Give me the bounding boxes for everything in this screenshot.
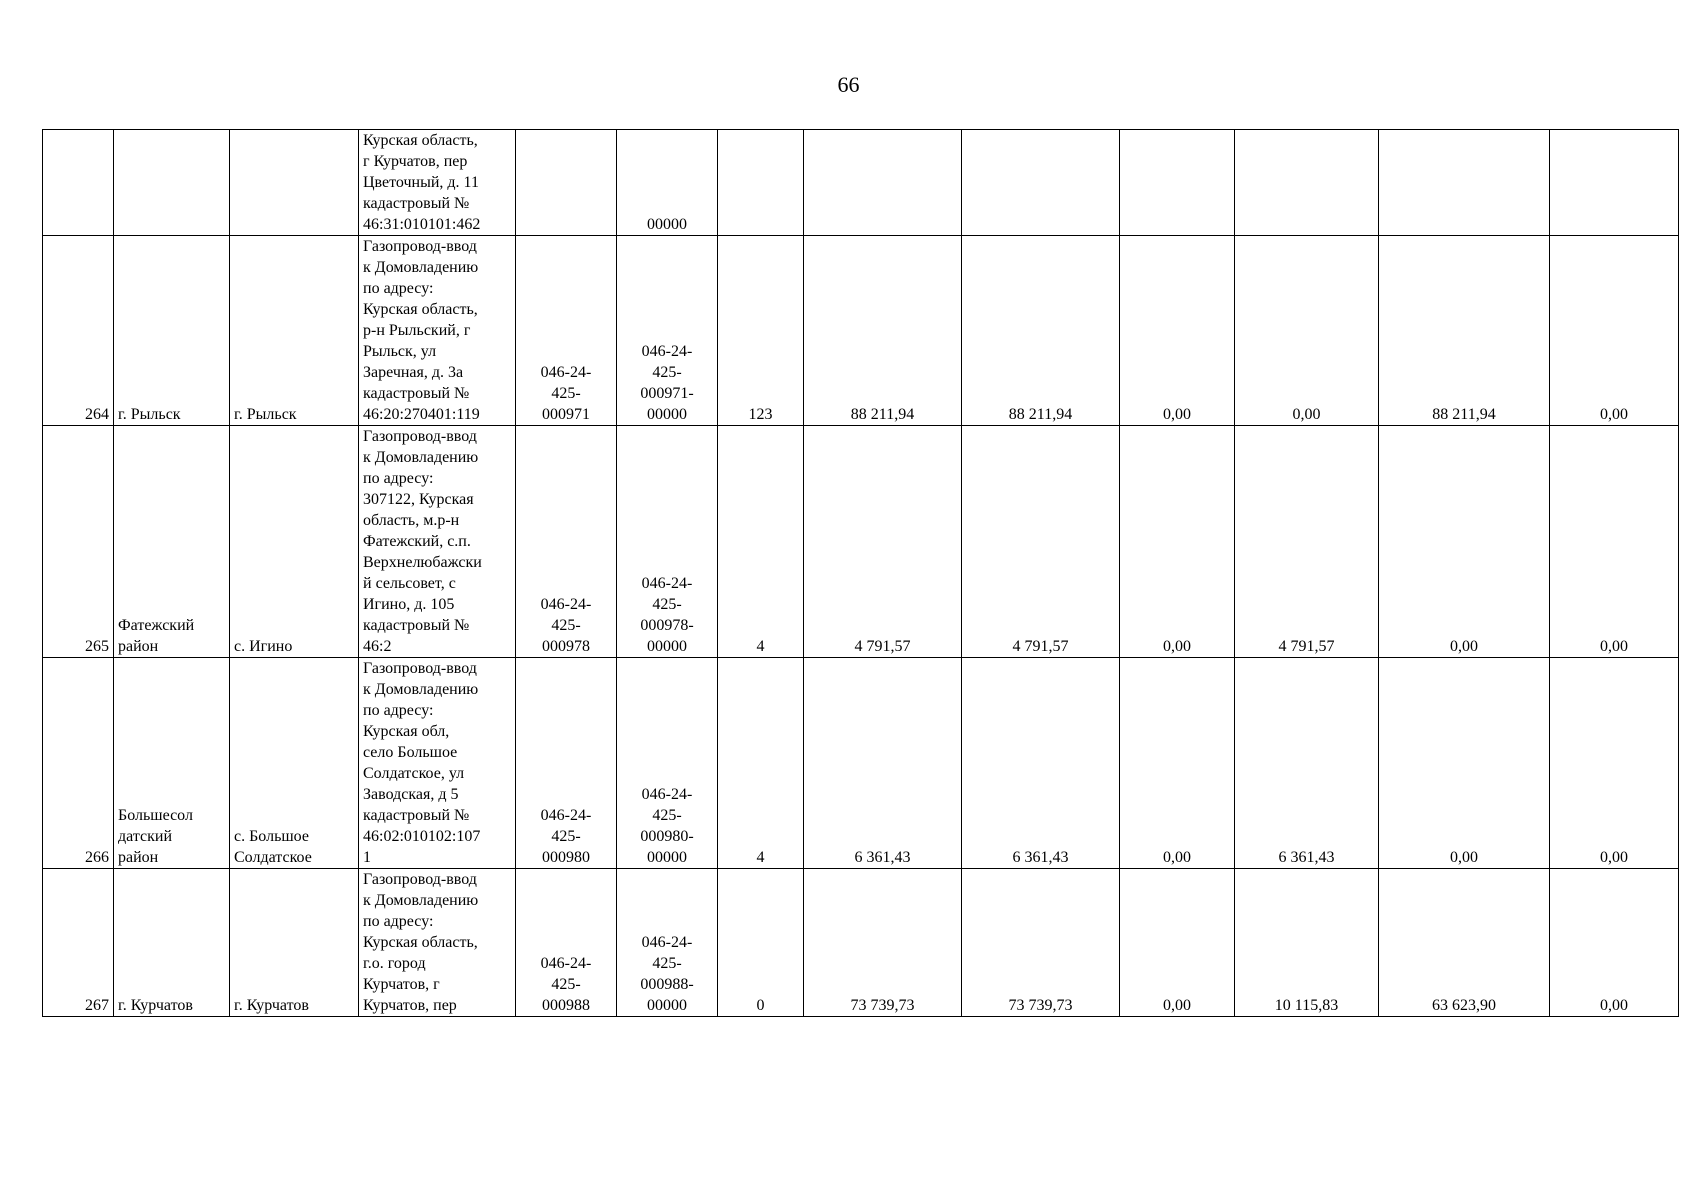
full-code-cell: 046-24- 425- 000978- 00000 [617,426,718,658]
value-cell-3: 0,00 [1120,236,1235,426]
full-code-cell: 046-24- 425- 000980- 00000 [617,658,718,869]
value-cell-5 [1379,130,1550,236]
value-cell-6: 0,00 [1550,869,1679,1017]
table-row [43,130,1679,236]
value-cell-5: 63 623,90 [1379,869,1550,1017]
value-cell-1: 6 361,43 [804,658,962,869]
row-number-cell: 267 [43,869,114,1017]
value-cell-4 [1235,130,1379,236]
full-code-cell: 046-24- 425- 000988- 00000 [617,869,718,1017]
object-description-cell: Газопровод-ввод к Домовладению по адресу: Курская область, р-н Рыльский, г Рыльск, ул Заречная, д. 3а кадастровый № 46:20:270401:119 [359,236,516,426]
row-number-cell [43,130,114,236]
value-cell-6: 0,00 [1550,426,1679,658]
value-cell-2: 88 211,94 [962,236,1120,426]
value-cell-4: 10 115,83 [1235,869,1379,1017]
full-code-cell: 046-24- 425- 000971- 00000 [617,236,718,426]
inventory-code-cell: 046-24- 425- 000971 [516,236,617,426]
value-cell-1: 73 739,73 [804,869,962,1017]
value-cell-4: 4 791,57 [1235,426,1379,658]
value-cell-2: 6 361,43 [962,658,1120,869]
district-cell: Фатежский район [114,426,230,658]
value-cell-5: 88 211,94 [1379,236,1550,426]
quantity-cell: 0 [718,869,804,1017]
value-cell-4: 6 361,43 [1235,658,1379,869]
value-cell-5: 0,00 [1379,426,1550,658]
value-cell-2: 73 739,73 [962,869,1120,1017]
inventory-code-cell [516,130,617,236]
value-cell-3: 0,00 [1120,658,1235,869]
value-cell-1: 88 211,94 [804,236,962,426]
inventory-code-cell: 046-24- 425- 000988 [516,869,617,1017]
full-code-cell: 00000 [617,130,718,236]
table-row [43,236,1679,426]
inventory-code-cell: 046-24- 425- 000980 [516,658,617,869]
value-cell-1 [804,130,962,236]
object-description-cell: Газопровод-ввод к Домовладению по адресу: Курская область, г.о. город Курчатов, г Курчатов, пер [359,869,516,1017]
object-description-cell: Курская область, г Курчатов, пер Цветочный, д. 11 кадастровый № 46:31:010101:462 [359,130,516,236]
value-cell-5: 0,00 [1379,658,1550,869]
page-number: 66 [837,72,860,97]
value-cell-6 [1550,130,1679,236]
table-row [43,869,1679,1017]
quantity-cell: 123 [718,236,804,426]
row-number-cell: 264 [43,236,114,426]
value-cell-3: 0,00 [1120,426,1235,658]
quantity-cell: 4 [718,426,804,658]
district-cell: г. Курчатов [114,869,230,1017]
value-cell-3 [1120,130,1235,236]
district-cell [114,130,230,236]
locality-cell: г. Рыльск [230,236,359,426]
value-cell-6: 0,00 [1550,236,1679,426]
value-cell-2: 4 791,57 [962,426,1120,658]
row-number-cell: 266 [43,658,114,869]
value-cell-4: 0,00 [1235,236,1379,426]
table-row [43,426,1679,658]
value-cell-1: 4 791,57 [804,426,962,658]
value-cell-3: 0,00 [1120,869,1235,1017]
locality-cell [230,130,359,236]
object-description-cell: Газопровод-ввод к Домовладению по адресу: Курская обл, село Большое Солдатское, ул Заводская, д 5 кадастровый № 46:02:010102:107 1 [359,658,516,869]
district-cell: г. Рыльск [114,236,230,426]
object-description-cell: Газопровод-ввод к Домовладению по адресу: 307122, Курская область, м.р-н Фатежский, с.п. Верхнелюбажски й сельсовет, с Игино, д. 105 кадастровый № 46:2 [359,426,516,658]
quantity-cell: 4 [718,658,804,869]
district-cell: Большесол датский район [114,658,230,869]
value-cell-2 [962,130,1120,236]
quantity-cell [718,130,804,236]
table-row [43,658,1679,869]
row-number-cell: 265 [43,426,114,658]
locality-cell: г. Курчатов [230,869,359,1017]
locality-cell: с. Игино [230,426,359,658]
value-cell-6: 0,00 [1550,658,1679,869]
inventory-code-cell: 046-24- 425- 000978 [516,426,617,658]
locality-cell: с. Большое Солдатское [230,658,359,869]
registry-table [42,129,1679,1017]
